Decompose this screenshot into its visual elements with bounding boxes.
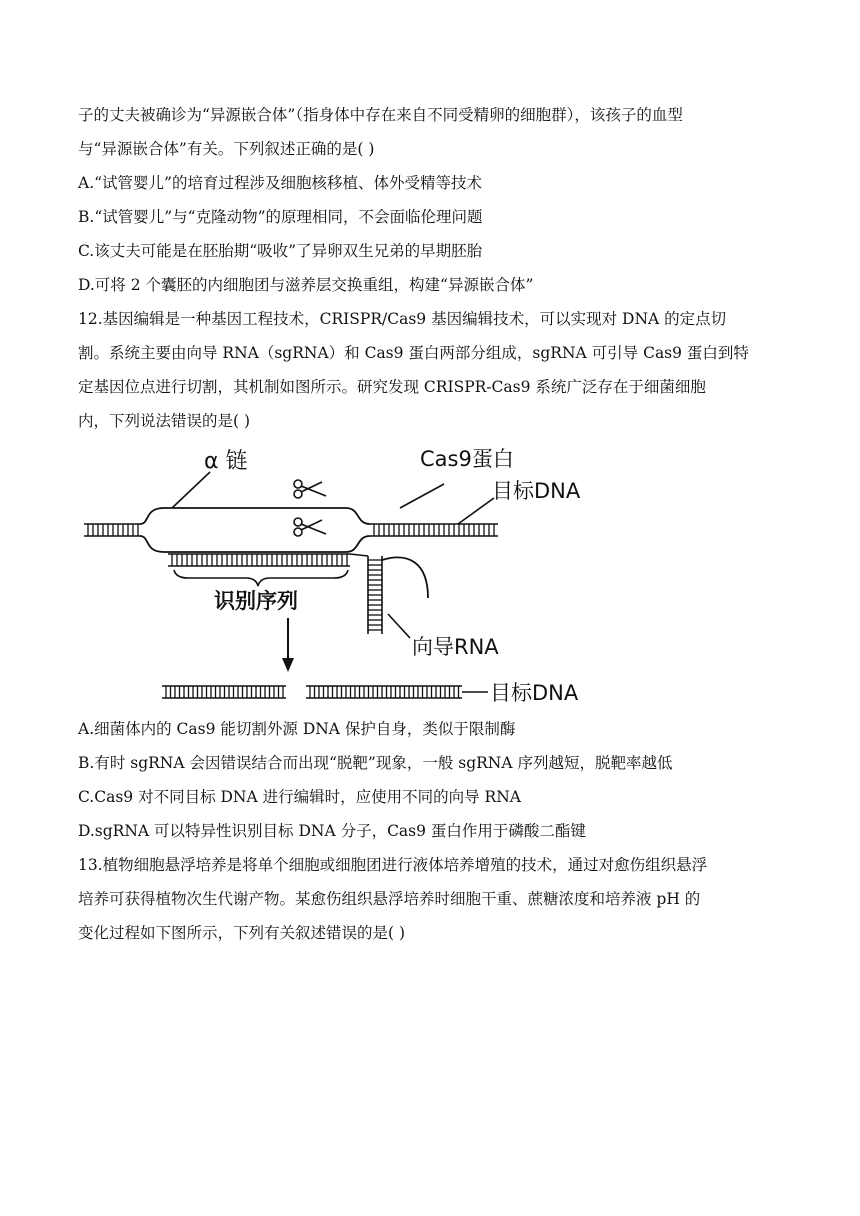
q12-option-d: D.sgRNA 可以特异性识别目标 DNA 分子，Cas9 蛋白作用于磷酸二酯键: [78, 822, 586, 840]
guide-rna-loop: [382, 557, 428, 598]
q12-stem-line-3: 定基因位点进行切割，其机制如图所示。研究发现 CRISPR-Cas9 系统广泛存在于细菌细胞: [78, 378, 706, 396]
q11-option-a: A.“试管婴儿”的培育过程涉及细胞核移植、体外受精等技术: [78, 174, 482, 192]
q12-stem-line-4: 内，下列说法错误的是( ): [78, 412, 251, 430]
q13-stem-line-1: 13.植物细胞悬浮培养是将单个细胞或细胞团进行液体培养增殖的技术，通过对愈伤组织悬浮: [78, 856, 708, 874]
scissors-icon: [294, 518, 326, 536]
crispr-cas9-figure: [78, 438, 618, 710]
q11-option-b: B.“试管婴儿”与“克隆动物”的原理相同，不会面临伦理问题: [78, 208, 483, 226]
q11-option-c: C.该丈夫可能是在胚胎期“吸收”了异卵双生兄弟的早期胚胎: [78, 242, 483, 260]
target-dna-bottom-label: 目标DNA: [490, 681, 579, 705]
recognition-sequence-label: 识别序列: [214, 589, 298, 613]
q11-stem-line-1: 子的丈夫被确诊为“异源嵌合体”（指身体中存在来自不同受精卵的细胞群），该孩子的血型: [78, 106, 683, 124]
q13-stem-line-2: 培养可获得植物次生代谢产物。某愈伤组织悬浮培养时细胞干重、蔗糖浓度和培养液 pH 的: [78, 890, 701, 908]
q12-stem-line-1: 12.基因编辑是一种基因工程技术，CRISPR/Cas9 基因编辑技术，可以实现对 DNA 的定点切: [78, 310, 727, 328]
cas9-protein-shape: [140, 508, 370, 552]
q12-stem-line-2: 割。系统主要由向导 RNA（sgRNA）和 Cas9 蛋白两部分组成，sgRNA 可引导 Cas9 蛋白到特: [78, 344, 749, 362]
q13-stem-line-3: 变化过程如下图所示，下列有关叙述错误的是( ): [78, 924, 406, 942]
q12-option-b: B.有时 sgRNA 会因错误结合而出现“脱靶”现象，一般 sgRNA 序列越短，脱靶率越低: [78, 754, 673, 772]
scissors-icon: [294, 480, 326, 498]
q11-option-d: D.可将 2 个囊胚的内细胞团与滋养层交换重组，构建“异源嵌合体”: [78, 276, 534, 294]
guide-rna-label: 向导RNA: [412, 635, 499, 659]
q12-option-a: A.细菌体内的 Cas9 能切割外源 DNA 保护自身，类似于限制酶: [78, 720, 516, 738]
q11-stem-line-2: 与“异源嵌合体”有关。下列叙述正确的是( ): [78, 140, 375, 158]
alpha-chain-label: α 链: [204, 449, 248, 474]
target-dna-top-label: 目标DNA: [492, 479, 581, 503]
cas9-protein-label: Cas9蛋白: [420, 447, 514, 471]
down-arrow-icon: [282, 618, 294, 672]
q12-option-c: C.Cas9 对不同目标 DNA 进行编辑时，应使用不同的向导 RNA: [78, 788, 521, 806]
recognition-brace: [174, 570, 348, 586]
